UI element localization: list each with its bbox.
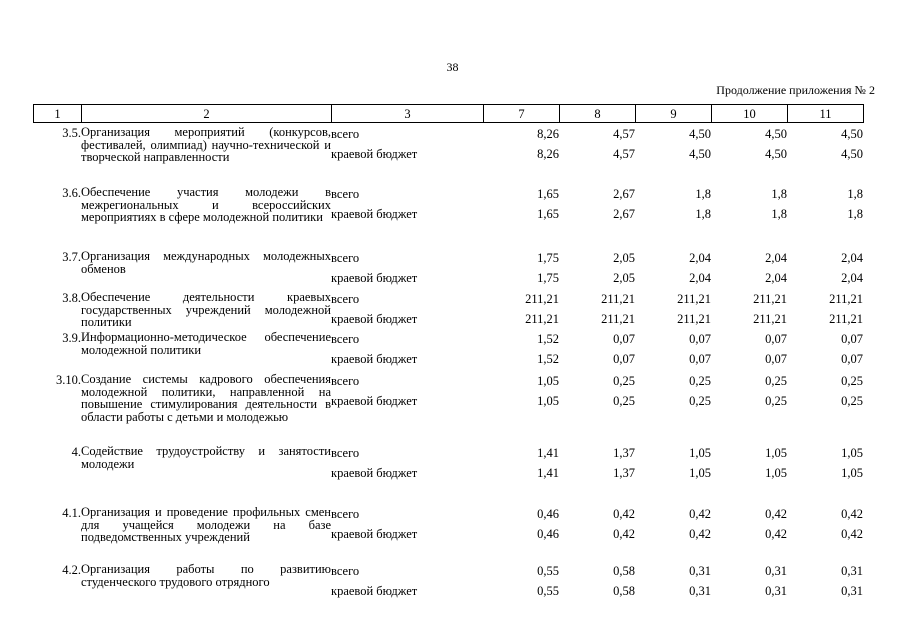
table-row <box>33 563 863 603</box>
value: 1,52 <box>537 352 559 366</box>
value-cell <box>559 373 635 445</box>
value: 0,42 <box>765 527 787 541</box>
value: 0,58 <box>613 584 635 598</box>
item-name: Организация международных молодежных обменов <box>81 249 331 276</box>
value: 0,25 <box>613 394 635 408</box>
value-cell <box>711 250 787 291</box>
value: 0,07 <box>765 332 787 346</box>
value: 4,57 <box>613 127 635 141</box>
funding-source-label: краевой бюджет <box>331 584 418 598</box>
value: 0,58 <box>613 564 635 578</box>
value: 1,05 <box>689 446 711 460</box>
value-cell <box>559 445 635 506</box>
value-cell <box>483 445 559 506</box>
column-header-row <box>34 105 864 123</box>
value-cell <box>635 506 711 563</box>
value-cell <box>483 506 559 563</box>
value: 211,21 <box>525 312 559 326</box>
value-cell <box>635 445 711 506</box>
column-header-cell: 2 <box>82 105 332 123</box>
column-header-cell: 11 <box>788 105 864 123</box>
value-cell <box>483 331 559 373</box>
value-cell <box>483 250 559 291</box>
value: 1,8 <box>771 187 787 201</box>
value: 8,26 <box>537 147 559 161</box>
value-cell <box>635 186 711 250</box>
value: 1,65 <box>537 207 559 221</box>
value: 0,31 <box>841 584 863 598</box>
funding-source-label: всего <box>331 332 360 346</box>
value: 0,55 <box>537 584 559 598</box>
funding-source-cell <box>331 291 483 331</box>
funding-source-label: всего <box>331 127 360 141</box>
value: 0,55 <box>537 564 559 578</box>
value: 4,50 <box>689 127 711 141</box>
value-cell <box>559 563 635 603</box>
funding-source-label: всего <box>331 446 360 460</box>
value: 0,25 <box>765 374 787 388</box>
funding-source-cell <box>331 445 483 506</box>
value: 0,07 <box>841 352 863 366</box>
column-header-cell: 3 <box>332 105 484 123</box>
funding-source-label: краевой бюджет <box>331 394 418 408</box>
value: 1,05 <box>537 374 559 388</box>
value-cell <box>483 563 559 603</box>
value: 0,31 <box>689 564 711 578</box>
value: 2,04 <box>841 271 863 285</box>
value: 0,25 <box>841 374 863 388</box>
value-cell <box>711 331 787 373</box>
value: 0,25 <box>841 394 863 408</box>
value: 0,07 <box>689 332 711 346</box>
column-header-cell: 9 <box>636 105 712 123</box>
continuation-label: Продолжение приложения № 2 <box>716 83 875 97</box>
value: 211,21 <box>677 312 711 326</box>
funding-source-cell <box>331 506 483 563</box>
item-number: 3.7. <box>62 250 81 264</box>
value-cell <box>787 291 863 331</box>
value: 0,25 <box>613 374 635 388</box>
value: 211,21 <box>829 312 863 326</box>
value: 1,37 <box>613 466 635 480</box>
page-number: 38 <box>446 60 459 74</box>
value-cell <box>559 186 635 250</box>
value: 1,52 <box>537 332 559 346</box>
value-cell <box>711 373 787 445</box>
value: 4,50 <box>841 127 863 141</box>
value: 8,26 <box>537 127 559 141</box>
value: 0,31 <box>765 584 787 598</box>
value-cell <box>787 331 863 373</box>
value: 1,05 <box>841 446 863 460</box>
funding-source-label: всего <box>331 564 360 578</box>
value: 2,04 <box>765 251 787 265</box>
value: 4,50 <box>689 147 711 161</box>
value: 1,75 <box>537 251 559 265</box>
value: 2,05 <box>613 271 635 285</box>
value: 1,05 <box>689 466 711 480</box>
funding-source-cell <box>331 250 483 291</box>
funding-source-label: всего <box>331 507 360 521</box>
value-cell <box>787 506 863 563</box>
value: 2,05 <box>613 251 635 265</box>
value-cell <box>787 186 863 250</box>
budget-table <box>33 126 863 603</box>
value-cell <box>787 373 863 445</box>
value-cell <box>559 506 635 563</box>
value: 1,41 <box>537 466 559 480</box>
value-cell <box>559 291 635 331</box>
column-header-cell: 8 <box>560 105 636 123</box>
table-row <box>33 331 863 373</box>
item-name: Организация работы по развитию студенческого трудового отрядного <box>81 562 331 589</box>
value-cell <box>483 186 559 250</box>
table-row <box>33 126 863 186</box>
value: 211,21 <box>601 312 635 326</box>
table-row <box>33 373 863 445</box>
value: 1,8 <box>695 207 711 221</box>
item-number: 3.10. <box>56 373 81 387</box>
funding-source-label: краевой бюджет <box>331 312 418 326</box>
value: 1,05 <box>841 466 863 480</box>
value-cell <box>787 563 863 603</box>
value-cell <box>559 126 635 186</box>
value: 0,42 <box>613 507 635 521</box>
value: 1,75 <box>537 271 559 285</box>
value-cell <box>635 563 711 603</box>
item-number: 3.5. <box>62 126 81 140</box>
item-number: 3.8. <box>62 291 81 305</box>
value: 4,50 <box>765 127 787 141</box>
funding-source-cell <box>331 563 483 603</box>
value-cell <box>711 186 787 250</box>
table-row <box>33 445 863 506</box>
value-cell <box>711 506 787 563</box>
item-number: 4.1. <box>62 506 81 520</box>
column-header-cell: 7 <box>484 105 560 123</box>
value: 0,25 <box>689 374 711 388</box>
value: 0,42 <box>689 527 711 541</box>
funding-source-label: краевой бюджет <box>331 352 418 366</box>
value: 0,07 <box>613 352 635 366</box>
item-name: Создание системы кадрового обеспечения молодежной политики, направленной на повышение стимулирования деятельности в области работы с детьми и молодежью <box>81 372 331 424</box>
value: 0,42 <box>613 527 635 541</box>
column-header-table <box>33 104 864 123</box>
value: 2,04 <box>689 251 711 265</box>
value-cell <box>711 126 787 186</box>
value-cell <box>635 126 711 186</box>
value: 1,8 <box>771 207 787 221</box>
value: 2,67 <box>613 187 635 201</box>
value: 0,42 <box>841 527 863 541</box>
funding-source-cell <box>331 186 483 250</box>
funding-source-label: краевой бюджет <box>331 527 418 541</box>
value: 0,07 <box>841 332 863 346</box>
funding-source-label: краевой бюджет <box>331 466 418 480</box>
item-name: Организация мероприятий (конкурсов, фестивалей, олимпиад) научно-технической и творческой направленности <box>81 125 331 165</box>
value: 2,04 <box>765 271 787 285</box>
value: 211,21 <box>677 292 711 306</box>
funding-source-label: всего <box>331 187 360 201</box>
item-number: 4.2. <box>62 563 81 577</box>
value: 4,50 <box>765 147 787 161</box>
value-cell <box>483 126 559 186</box>
value: 0,07 <box>765 352 787 366</box>
item-name: Информационно-методическое обеспечение молодежной политики <box>81 330 331 357</box>
value: 211,21 <box>829 292 863 306</box>
value: 0,25 <box>765 394 787 408</box>
value-cell <box>635 250 711 291</box>
value-cell <box>787 445 863 506</box>
funding-source-label: краевой бюджет <box>331 271 418 285</box>
value: 1,8 <box>695 187 711 201</box>
value-cell <box>711 291 787 331</box>
item-name: Обеспечение участия молодежи в межрегиональных и всероссийских мероприятиях в сфере молодежной политики <box>81 185 331 225</box>
value-cell <box>787 126 863 186</box>
value: 0,07 <box>689 352 711 366</box>
value-cell <box>635 373 711 445</box>
funding-source-cell <box>331 126 483 186</box>
item-name: Содействие трудоустройству и занятости молодежи <box>81 444 331 471</box>
column-header-cell: 1 <box>34 105 82 123</box>
value: 211,21 <box>525 292 559 306</box>
value: 211,21 <box>753 312 787 326</box>
table-row <box>33 186 863 250</box>
value: 0,46 <box>537 507 559 521</box>
value: 1,8 <box>847 187 863 201</box>
table-row <box>33 291 863 331</box>
value: 0,07 <box>613 332 635 346</box>
value: 0,46 <box>537 527 559 541</box>
column-header-cell: 10 <box>712 105 788 123</box>
item-name: Организация и проведение профильных смен для учащейся молодежи на базе подведомственных учреждений <box>81 505 331 545</box>
value-cell <box>711 563 787 603</box>
value: 2,04 <box>841 251 863 265</box>
funding-source-cell <box>331 331 483 373</box>
funding-source-cell <box>331 373 483 445</box>
value-cell <box>635 331 711 373</box>
value: 2,67 <box>613 207 635 221</box>
value: 0,25 <box>689 394 711 408</box>
value: 0,31 <box>689 584 711 598</box>
value: 0,42 <box>689 507 711 521</box>
funding-source-label: всего <box>331 251 360 265</box>
funding-source-label: всего <box>331 292 360 306</box>
table-row <box>33 506 863 563</box>
value: 0,42 <box>841 507 863 521</box>
value: 2,04 <box>689 271 711 285</box>
value: 0,42 <box>765 507 787 521</box>
value: 4,57 <box>613 147 635 161</box>
value-cell <box>635 291 711 331</box>
item-name: Обеспечение деятельности краевых государственных учреждений молодежной политики <box>81 290 331 330</box>
value: 0,31 <box>765 564 787 578</box>
value: 1,65 <box>537 187 559 201</box>
value: 0,31 <box>841 564 863 578</box>
item-number: 4. <box>71 445 81 459</box>
value-cell <box>711 445 787 506</box>
value: 1,05 <box>765 466 787 480</box>
value: 1,37 <box>613 446 635 460</box>
value-cell <box>787 250 863 291</box>
value: 1,41 <box>537 446 559 460</box>
value-cell <box>559 250 635 291</box>
value: 4,50 <box>841 147 863 161</box>
value-cell <box>559 331 635 373</box>
item-number: 3.6. <box>62 186 81 200</box>
value: 1,05 <box>537 394 559 408</box>
table-row <box>33 250 863 291</box>
funding-source-label: краевой бюджет <box>331 147 418 161</box>
funding-source-label: всего <box>331 374 360 388</box>
value: 1,8 <box>847 207 863 221</box>
value: 1,05 <box>765 446 787 460</box>
item-number: 3.9. <box>62 331 81 345</box>
value-cell <box>483 291 559 331</box>
value-cell <box>483 373 559 445</box>
value: 211,21 <box>753 292 787 306</box>
funding-source-label: краевой бюджет <box>331 207 418 221</box>
value: 211,21 <box>601 292 635 306</box>
